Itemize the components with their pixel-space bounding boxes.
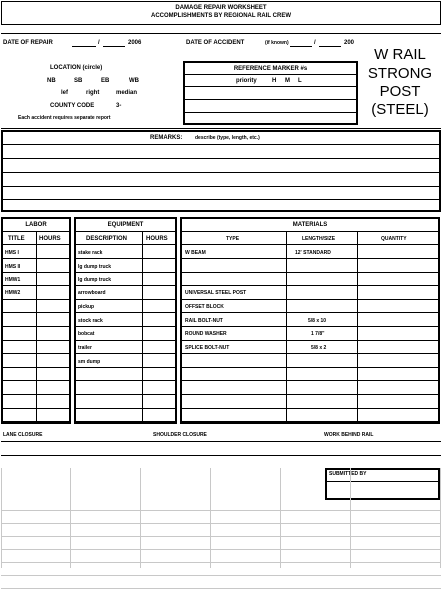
lane-closure-label: LANE CLOSURE	[3, 432, 43, 438]
footer-line-2	[1, 455, 441, 456]
table-row-line	[75, 353, 176, 354]
table-row-line	[75, 367, 176, 368]
top-section-line	[1, 33, 441, 34]
county-code-label: COUNTY CODE	[50, 103, 95, 109]
direction-sb[interactable]: SB	[74, 78, 83, 84]
remarks-line-1	[2, 144, 440, 145]
equipment-item-8: trailer	[78, 345, 92, 351]
materials-col-length: LENGTH/SIZE	[302, 236, 336, 242]
labor-section-label: LABOR	[25, 222, 47, 228]
table-row-line	[75, 326, 176, 327]
materials-type-7: ROUND WASHER	[185, 331, 227, 337]
table-row-line	[75, 340, 176, 341]
table-row-line	[2, 367, 70, 368]
table-row-line	[75, 272, 176, 273]
grid-line	[1, 549, 441, 550]
table-row-line	[181, 380, 439, 381]
materials-col-type: TYPE	[226, 236, 240, 242]
remarks-line-4	[2, 186, 440, 187]
work-behind-rail-label: WORK BEHIND RAIL	[324, 432, 374, 438]
table-row-line	[2, 326, 70, 327]
materials-section-label: MATERIALS	[292, 222, 328, 228]
equipment-col-hours: HOURS	[146, 236, 168, 242]
table-row-line	[2, 312, 70, 313]
remarks-line-3	[2, 172, 440, 173]
date-of-accident-note: (if known)	[265, 40, 289, 46]
table-row-line	[75, 258, 176, 259]
direction-nb[interactable]: NB	[47, 78, 56, 84]
accident-month-line[interactable]	[290, 46, 312, 47]
table-row-line	[2, 272, 70, 273]
grid-line	[440, 468, 441, 568]
remarks-line-2	[2, 158, 440, 159]
table-row-line	[2, 258, 70, 259]
table-row-line	[75, 299, 176, 300]
shoulder-closure-label: SHOULDER CLOSURE	[153, 432, 207, 438]
side-median[interactable]: median	[116, 90, 138, 96]
labor-col-title: TITLE	[8, 236, 25, 242]
table-row-line	[2, 380, 70, 381]
equipment-section-label: EQUIPMENT	[107, 222, 144, 228]
equipment-header-line-2	[75, 244, 176, 245]
materials-header-line-1	[181, 231, 439, 232]
repair-day-line[interactable]	[103, 46, 125, 47]
labor-title-4: HMW2	[5, 290, 21, 296]
grid-line	[1, 575, 441, 576]
materials-type-6: RAIL BOLT-NUT	[185, 318, 223, 324]
materials-col-quantity: QUANTITY	[381, 236, 407, 242]
table-row-line	[2, 299, 70, 300]
table-row-line	[2, 353, 70, 354]
equipment-item-2: lg dump truck	[78, 264, 112, 270]
table-row-line	[181, 326, 439, 327]
date-of-repair-label: DATE OF REPAIR	[3, 40, 53, 46]
equipment-item-4: arrowboard	[78, 290, 106, 296]
reference-marker-row-2	[184, 99, 357, 100]
reference-marker-header-line	[184, 74, 357, 75]
repair-year: 2006	[128, 40, 142, 46]
top-section-bottom	[1, 128, 441, 129]
direction-wb[interactable]: WB	[129, 78, 139, 84]
equipment-header-line-1	[75, 231, 176, 232]
table-row-line	[181, 421, 439, 422]
table-row-line	[181, 272, 439, 273]
accident-year: 200	[344, 40, 355, 46]
accident-date-separator: /	[314, 40, 316, 46]
side-left[interactable]: lef	[61, 90, 69, 96]
table-row-line	[181, 367, 439, 368]
labor-title-1: HMS I	[5, 250, 19, 256]
remarks-label: REMARKS:	[150, 135, 183, 141]
grid-line	[1, 523, 441, 524]
equipment-item-6: stock rack	[78, 318, 103, 324]
table-row-line	[75, 421, 176, 422]
materials-type-8: SPLICE BOLT-NUT	[185, 345, 230, 351]
materials-length-1: 12' STANDARD	[295, 250, 331, 256]
repair-date-separator: /	[98, 40, 100, 46]
table-row-line	[181, 285, 439, 286]
grid-line	[1, 588, 441, 589]
rail-type-line-2: STRONG	[367, 65, 433, 82]
table-row-line	[181, 394, 439, 395]
grid-line	[1, 468, 2, 568]
materials-type-1: W BEAM	[185, 250, 206, 256]
grid-line	[1, 562, 441, 563]
reference-marker-row-3	[184, 112, 357, 113]
rail-type-line-3: POST	[379, 83, 421, 100]
table-row-line	[181, 258, 439, 259]
table-row-line	[2, 394, 70, 395]
side-right[interactable]: right	[86, 90, 100, 96]
table-row-line	[75, 380, 176, 381]
reference-marker-label: REFERENCE MARKER #s	[233, 66, 308, 72]
table-row-line	[2, 408, 70, 409]
rail-type-line-4: (STEEL)	[371, 101, 429, 118]
location-label: LOCATION (circle)	[50, 65, 103, 71]
remarks-hint: describe (type, length, etc.)	[195, 135, 260, 141]
priority-l[interactable]: L	[298, 78, 302, 84]
form-subtitle: ACCOMPLISHMENTS BY REGIONAL RAIL CREW	[150, 13, 291, 19]
direction-eb[interactable]: EB	[101, 78, 110, 84]
reference-marker-row-1	[184, 86, 357, 87]
table-row-line	[2, 421, 70, 422]
materials-type-5: OFFSET BLOCK	[185, 304, 224, 310]
table-row-line	[181, 353, 439, 354]
materials-header-line-2	[181, 244, 439, 245]
materials-length-6: 5/8 x 10	[308, 318, 327, 324]
table-row-line	[75, 285, 176, 286]
table-row-line	[2, 340, 70, 341]
priority-label: priority	[236, 78, 257, 84]
equipment-item-3: lg dump truck	[78, 277, 112, 283]
submitted-by-line	[326, 481, 439, 482]
footer-line-1	[1, 441, 441, 442]
table-row-line	[181, 408, 439, 409]
county-code-value: 3-	[116, 103, 122, 109]
priority-m[interactable]: M	[285, 78, 290, 84]
table-row-line	[181, 299, 439, 300]
equipment-item-1: stake rack	[78, 250, 103, 256]
grid-line	[350, 468, 351, 568]
separate-report-note: Each accident requires separate report	[18, 115, 111, 121]
labor-title-2: HMS II	[5, 264, 21, 270]
form-title: DAMAGE REPAIR WORKSHEET	[175, 5, 267, 11]
grid-line	[280, 468, 281, 568]
grid-line	[1, 536, 441, 537]
table-row-line	[75, 312, 176, 313]
grid-line	[1, 510, 441, 511]
table-row-line	[75, 408, 176, 409]
table-row-line	[75, 394, 176, 395]
submitted-by-label: SUBMITTED BY	[329, 471, 367, 477]
labor-title-3: HMW1	[5, 277, 21, 283]
table-row-line	[181, 340, 439, 341]
equipment-item-9: sm dump	[78, 359, 101, 365]
materials-type-4: UNIVERSAL STEEL POST	[185, 290, 247, 296]
date-of-accident-label: DATE OF ACCIDENT	[186, 40, 245, 46]
priority-h[interactable]: H	[272, 78, 277, 84]
remarks-line-5	[2, 199, 440, 200]
accident-day-line[interactable]	[319, 46, 341, 47]
equipment-item-5: pickup	[78, 304, 95, 310]
equipment-col-description: DESCRIPTION	[86, 236, 128, 242]
labor-col-hours: HOURS	[39, 236, 61, 242]
repair-month-line[interactable]	[72, 46, 96, 47]
rail-type-line-1: W RAIL	[374, 46, 426, 63]
table-row-line	[181, 312, 439, 313]
table-row-line	[2, 285, 70, 286]
grid-line	[210, 468, 211, 568]
grid-line	[70, 468, 71, 568]
materials-length-8: 5/8 x 2	[311, 345, 327, 351]
equipment-item-7: bobcat	[78, 331, 95, 337]
grid-line	[140, 468, 141, 568]
materials-length-7: 1 7/8"	[311, 331, 325, 337]
